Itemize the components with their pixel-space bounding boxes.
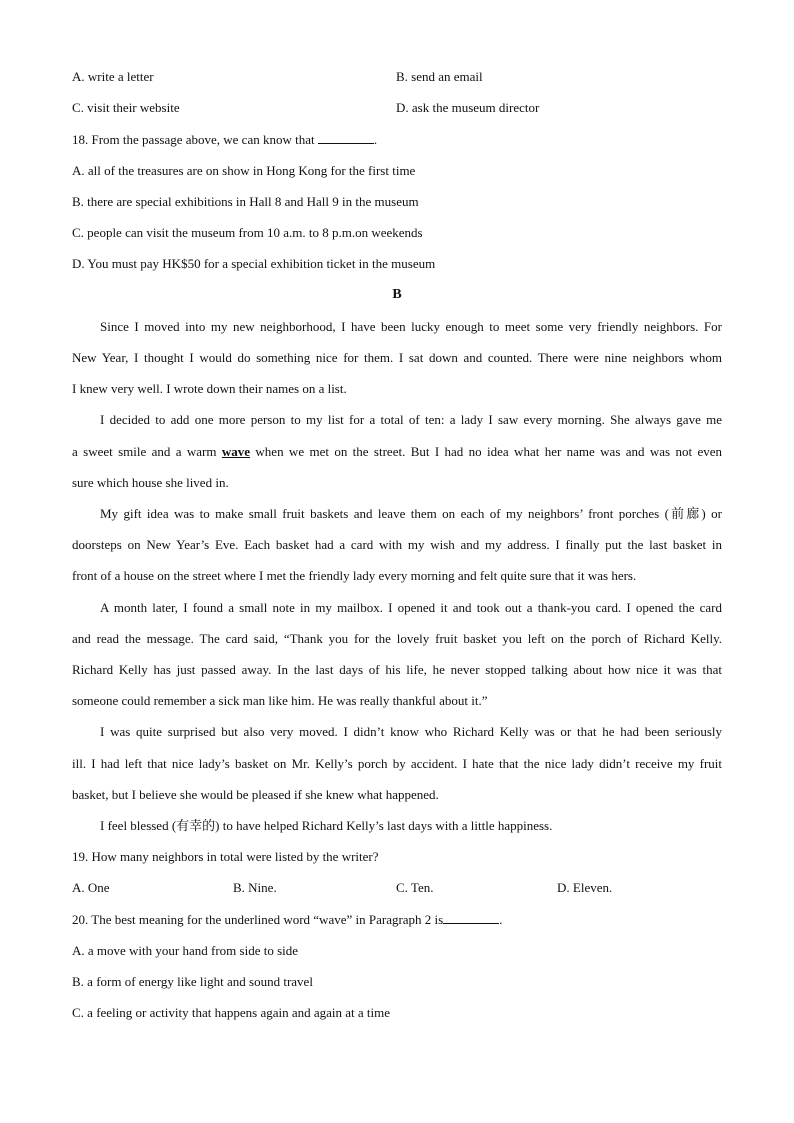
q18-stem-end: . [373,132,378,147]
section-heading: B [392,287,402,302]
paragraph-4-line-4: someone could remember a sick man like him. He was really thankful about it.” [72,693,488,708]
paragraph-2-line-2 [72,444,722,460]
q18-option-c: C. people can visit the museum from 10 a.m. to 8 p.m.on weekends [72,225,423,240]
answer-blank [443,912,499,924]
paragraph-4-line-2: and read the message. The card said, “Thank you for the lovely fruit basket you left on the porch of Richard Kelly. [72,631,722,646]
paragraph-1-line-1: Since I moved into my new neighborhood, I have been lucky enough to meet some very friendly neighbors. For [100,319,722,334]
paragraph-1-line-3: I knew very well. I wrote down their names on a list. [72,381,347,396]
paragraph-6-line-1: I feel blessed (有幸的) to have helped Richard Kelly’s last days with a little happiness. [100,818,553,833]
q17-option-c: C. visit their website [72,100,180,115]
paragraph-2-line-1: I decided to add one more person to my list for a total of ten: a lady I saw every morning. She always gave me [100,412,722,427]
q18-stem-text: 18. From the passage above, we can know that [72,132,315,147]
q17-option-d: D. ask the museum director [396,100,540,115]
q20-stem [72,912,502,928]
q19-stem: 19. How many neighbors in total were listed by the writer? [72,849,379,864]
q19-option-d: D. Eleven. [557,880,613,895]
q17-option-b: B. send an email [396,69,483,84]
paragraph-2-line-3: sure which house she lived in. [72,475,229,490]
paragraph-5-line-2: ill. I had left that nice lady’s basket on Mr. Kelly’s porch by accident. I hate that the nice lady didn’t receive my fruit [72,756,722,771]
paragraph-4-line-1: A month later, I found a small note in my mailbox. I opened it and took out a thank-you card. I opened the card [100,600,722,615]
q20-stem-text: 20. The best meaning for the underlined word “wave” in Paragraph 2 is [72,912,444,927]
paragraph-3-line-3: front of a house on the street where I met the friendly lady every morning and felt quite sure that it was hers. [72,568,637,583]
paragraph-1-line-2: New Year, I thought I would do something nice for them. I sat down and counted. There were nine neighbors whom [72,350,722,365]
paragraph-4-line-3: Richard Kelly has just passed away. In the last days of his life, he never stopped talking about how nice it was that [72,662,722,677]
paragraph-3-line-1: My gift idea was to make small fruit baskets and leave them on each of my neighbors’ front porches (前廊) or [100,506,722,521]
q20-stem-end: . [499,912,503,927]
q20-option-a: A. a move with your hand from side to side [72,943,299,958]
q18-option-d: D. You must pay HK$50 for a special exhibition ticket in the museum [72,256,436,271]
paragraph-2-line-2-b: when we met on the street. But I had no idea what her name was and was not even [250,444,722,459]
q20-option-c: C. a feeling or activity that happens again and again at a time [72,1005,391,1020]
q18-option-a: A. all of the treasures are on show in Hong Kong for the first time [72,163,416,178]
paragraph-5-line-1: I was quite surprised but also very moved. I didn’t know who Richard Kelly was or that he had been seriously [100,724,722,739]
q17-option-a: A. write a letter [72,69,154,84]
q19-option-a: A. One [72,880,110,895]
answer-blank [318,132,374,144]
q18-option-b: B. there are special exhibitions in Hall 8 and Hall 9 in the museum [72,194,419,209]
paragraph-3-line-2: doorsteps on New Year’s Eve. Each basket had a card with my wish and my address. I finally put the last basket in [72,537,722,552]
q20-option-b: B. a form of energy like light and sound travel [72,974,313,989]
q19-option-c: C. Ten. [396,880,434,895]
paragraph-2-line-2-a: a sweet smile and a warm [72,444,222,459]
paragraph-5-line-3: basket, but I believe she would be pleased if she knew what happened. [72,787,439,802]
q19-option-b: B. Nine. [233,880,277,895]
q18-stem [72,132,377,148]
underlined-word-wave: wave [221,444,251,459]
